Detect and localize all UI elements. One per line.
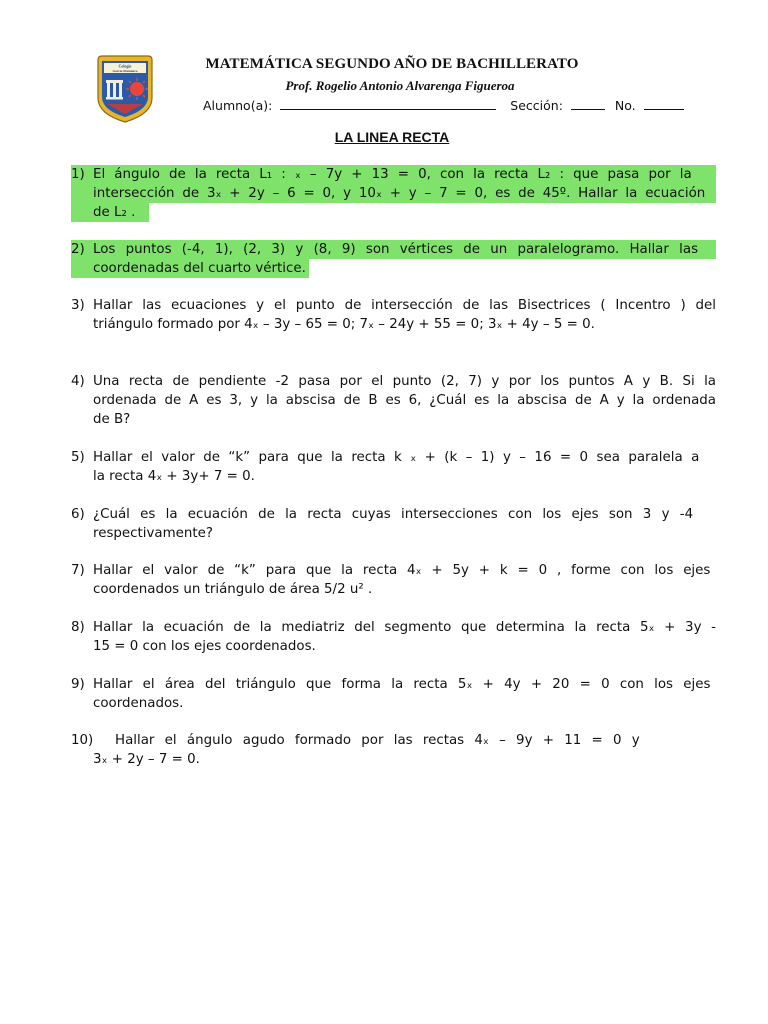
student-label: Alumno(a):: [203, 98, 273, 113]
section-blank[interactable]: [571, 97, 605, 110]
problem-line: Hallar las ecuaciones y el punto de intersección de las Bisectrices ( Incentro ) del: [93, 298, 716, 313]
problem-line: 15 = 0 con los ejes coordenados.: [93, 639, 316, 654]
problem-number: 10): [71, 733, 94, 748]
problem-2: [71, 240, 716, 278]
problem-6: [71, 505, 716, 543]
problem-5: [71, 448, 716, 486]
worksheet-title: LA LINEA RECTA: [334, 129, 450, 145]
problem-number: 1): [71, 167, 85, 182]
number-blank[interactable]: [644, 97, 684, 110]
problem-4: [71, 372, 716, 429]
problem-number: 6): [71, 507, 85, 522]
problem-line: Hallar el ángulo agudo formado por las rectas 4ₓ – 9y + 11 = 0 y: [115, 733, 640, 748]
problem-line: Hallar el área del triángulo que forma la recta 5ₓ + 4y + 20 = 0 con los ejes: [93, 677, 711, 692]
problem-line: Hallar la ecuación de la mediatriz del segmento que determina la recta 5ₓ + 3y -: [93, 620, 716, 635]
problem-line: respectivamente?: [93, 526, 213, 541]
problem-line: Los puntos (-4, 1), (2, 3) y (8, 9) son vértices de un paralelogramo. Hallar las: [71, 240, 716, 259]
problem-8: [71, 618, 716, 656]
problem-line: Una recta de pendiente -2 pasa por el punto (2, 7) y por los puntos A y B. Si la: [93, 374, 716, 389]
problem-line: coordenadas del cuarto vértice.: [71, 259, 309, 278]
teacher-name: Prof. Rogelio Antonio Alvarenga Figueroa: [285, 78, 515, 93]
logo-text-bottom: García Flamenco: [112, 69, 138, 73]
student-info-fields: [203, 97, 684, 113]
problem-1: [71, 165, 716, 222]
problem-line: coordenados un triángulo de área 5/2 u² .: [93, 582, 373, 597]
problem-line: de L₂ .: [71, 203, 149, 222]
problem-line: triángulo formado por 4ₓ – 3y – 65 = 0; 7ₓ – 24y + 55 = 0; 3ₓ + 4y – 5 = 0.: [93, 317, 595, 332]
problem-number: 8): [71, 620, 85, 635]
problem-line: Hallar el valor de “k” para que la recta k ₓ + (k – 1) y – 16 = 0 sea paralela a: [93, 450, 700, 465]
problem-line: la recta 4ₓ + 3y+ 7 = 0.: [93, 469, 255, 484]
problem-number: 9): [71, 677, 85, 692]
logo-text-top: Colegio: [118, 63, 132, 69]
number-label: No.: [614, 98, 636, 113]
problem-line: Hallar el valor de “k” para que la recta 4ₓ + 5y + k = 0 , forme con los ejes: [93, 563, 711, 578]
problem-9: [71, 675, 716, 713]
problem-line: El ángulo de la recta L₁ : ₓ – 7y + 13 = 0, con la recta L₂ : que pasa por la: [71, 165, 716, 184]
problem-number: 5): [71, 450, 85, 465]
problem-line: ordenada de A es 3, y la abscisa de B es 6, ¿Cuál es la abscisa de A y la ordenada: [93, 393, 716, 408]
problem-3: [71, 296, 716, 334]
student-name-blank[interactable]: [280, 97, 496, 110]
problem-line: coordenados.: [93, 696, 184, 711]
problem-line: intersección de 3ₓ + 2y – 6 = 0, y 10ₓ + y – 7 = 0, es de 45º. Hallar la ecuación: [71, 184, 716, 203]
problem-line: ¿Cuál es la ecuación de la recta cuyas intersecciones con los ejes son 3 y -4: [93, 507, 694, 522]
problem-number: 4): [71, 374, 85, 389]
problem-7: [71, 561, 716, 599]
course-title: MATEMÁTICA SEGUNDO AÑO DE BACHILLERATO: [205, 56, 579, 72]
section-label: Sección:: [510, 98, 563, 113]
problem-line: 3ₓ + 2y – 7 = 0.: [93, 752, 200, 767]
problem-10: [71, 731, 716, 769]
problem-line: de B?: [93, 412, 131, 427]
problem-number: 3): [71, 298, 85, 313]
problem-number: 2): [71, 242, 85, 257]
problem-number: 7): [71, 563, 85, 578]
